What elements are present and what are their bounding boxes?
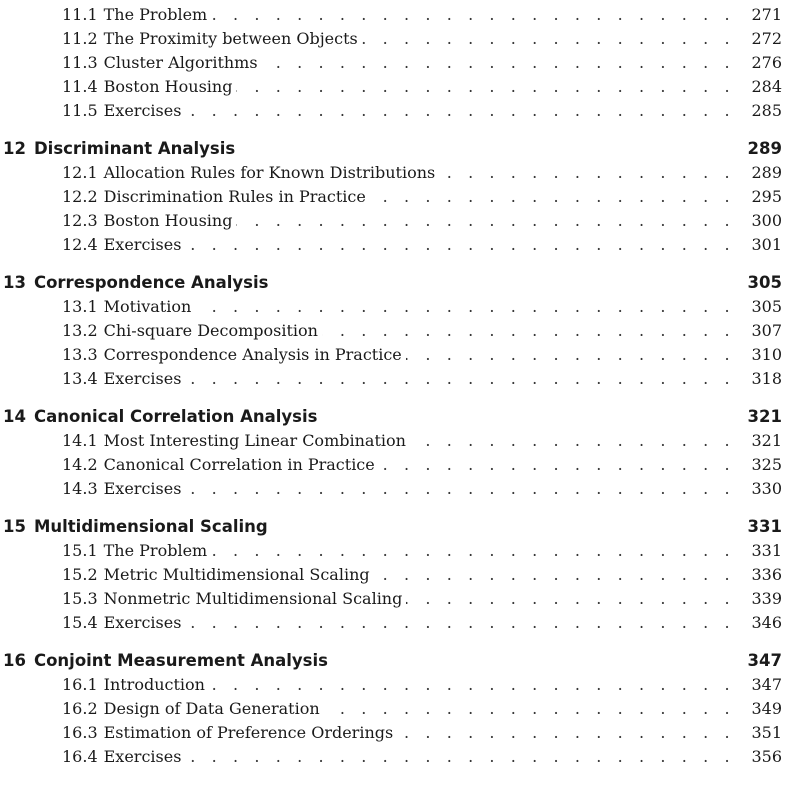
toc-section-entry bbox=[62, 99, 782, 123]
chapter-title: Discriminant Analysis bbox=[33, 139, 236, 158]
section-number: 13.2 bbox=[62, 321, 98, 340]
section-number: 12.4 bbox=[62, 235, 98, 254]
chapter-title: Conjoint Measurement Analysis bbox=[33, 651, 328, 670]
section-title: Exercises bbox=[103, 613, 182, 632]
section-number: 15.2 bbox=[62, 565, 98, 584]
chapter-page-number: 289 bbox=[747, 139, 782, 158]
section-page-number: 300 bbox=[745, 209, 782, 233]
toc-chapter-heading bbox=[3, 137, 782, 161]
toc-section-entry bbox=[62, 367, 782, 391]
section-page-number: 305 bbox=[745, 295, 782, 319]
section-number: 16.1 bbox=[62, 675, 98, 694]
toc-section-entry bbox=[62, 539, 782, 563]
section-number: 14.1 bbox=[62, 431, 98, 450]
toc-section-entry bbox=[62, 27, 782, 51]
section-page-number: 285 bbox=[745, 99, 782, 123]
section-page-number: 356 bbox=[745, 745, 782, 769]
toc-section-entry bbox=[62, 209, 782, 233]
toc-section-entry bbox=[62, 295, 782, 319]
section-number: 11.2 bbox=[62, 29, 98, 48]
section-page-number: 336 bbox=[745, 563, 782, 587]
section-page-number: 271 bbox=[745, 3, 782, 27]
table-of-contents bbox=[0, 3, 800, 769]
chapter-page-number: 321 bbox=[747, 407, 782, 426]
section-number: 11.3 bbox=[62, 53, 98, 72]
section-title: Chi-square Decomposition bbox=[103, 321, 318, 340]
section-title: Motivation bbox=[103, 297, 192, 316]
section-page-number: 307 bbox=[745, 319, 782, 343]
chapter-page-number: 347 bbox=[747, 651, 782, 670]
section-number: 12.1 bbox=[62, 163, 98, 182]
section-page-number: 295 bbox=[745, 185, 782, 209]
section-page-number: 349 bbox=[745, 697, 782, 721]
section-number: 13.1 bbox=[62, 297, 98, 316]
toc-section-entry bbox=[62, 453, 782, 477]
section-page-number: 301 bbox=[745, 233, 782, 257]
section-title: Exercises bbox=[103, 101, 182, 120]
toc-section-entry bbox=[62, 563, 782, 587]
toc-section-entry bbox=[62, 343, 782, 367]
section-number: 12.3 bbox=[62, 211, 98, 230]
section-page-number: 318 bbox=[745, 367, 782, 391]
section-title: Exercises bbox=[103, 747, 182, 766]
section-title: Boston Housing bbox=[103, 77, 233, 96]
toc-chapter-heading bbox=[3, 405, 782, 429]
section-title: Nonmetric Multidimensional Scaling bbox=[103, 589, 403, 608]
section-title: The Proximity between Objects bbox=[103, 29, 358, 48]
chapter-title: Correspondence Analysis bbox=[33, 273, 269, 292]
chapter-number: 13 bbox=[3, 273, 26, 292]
section-page-number: 310 bbox=[745, 343, 782, 367]
section-number: 14.3 bbox=[62, 479, 98, 498]
chapter-number: 15 bbox=[3, 517, 26, 536]
section-page-number: 346 bbox=[745, 611, 782, 635]
toc-section-entry bbox=[62, 75, 782, 99]
toc-section-entry bbox=[62, 745, 782, 769]
toc-section-entry bbox=[62, 319, 782, 343]
section-number: 16.2 bbox=[62, 699, 98, 718]
section-title: Canonical Correlation in Practice bbox=[103, 455, 375, 474]
toc-section-entry bbox=[62, 721, 782, 745]
section-number: 15.3 bbox=[62, 589, 98, 608]
toc-section-entry bbox=[62, 587, 782, 611]
section-page-number: 351 bbox=[745, 721, 782, 745]
toc-chapter-heading bbox=[3, 271, 782, 295]
section-number: 14.2 bbox=[62, 455, 98, 474]
section-page-number: 330 bbox=[745, 477, 782, 501]
section-page-number: 325 bbox=[745, 453, 782, 477]
section-title: Allocation Rules for Known Distributions bbox=[103, 163, 436, 182]
section-number: 11.4 bbox=[62, 77, 98, 96]
section-number: 13.4 bbox=[62, 369, 98, 388]
toc-chapter-heading bbox=[3, 515, 782, 539]
section-number: 16.4 bbox=[62, 747, 98, 766]
section-title: Exercises bbox=[103, 369, 182, 388]
chapter-title: Canonical Correlation Analysis bbox=[33, 407, 318, 426]
section-title: The Problem bbox=[103, 5, 208, 24]
section-title: The Problem bbox=[103, 541, 208, 560]
section-page-number: 347 bbox=[745, 673, 782, 697]
section-title: Discrimination Rules in Practice bbox=[103, 187, 366, 206]
toc-section-entry bbox=[62, 161, 782, 185]
section-title: Introduction bbox=[103, 675, 205, 694]
toc-section-entry bbox=[62, 673, 782, 697]
section-number: 16.3 bbox=[62, 723, 98, 742]
section-title: Estimation of Preference Orderings bbox=[103, 723, 394, 742]
section-number: 15.1 bbox=[62, 541, 98, 560]
toc-chapter-heading bbox=[3, 649, 782, 673]
section-title: Boston Housing bbox=[103, 211, 233, 230]
section-page-number: 284 bbox=[745, 75, 782, 99]
toc-section-entry bbox=[62, 477, 782, 501]
section-title: Cluster Algorithms bbox=[103, 53, 258, 72]
section-title: Design of Data Generation bbox=[103, 699, 320, 718]
toc-section-entry bbox=[62, 185, 782, 209]
section-page-number: 276 bbox=[745, 51, 782, 75]
toc-section-entry bbox=[62, 51, 782, 75]
section-page-number: 272 bbox=[745, 27, 782, 51]
section-number: 11.1 bbox=[62, 5, 98, 24]
chapter-page-number: 331 bbox=[747, 517, 782, 536]
section-number: 12.2 bbox=[62, 187, 98, 206]
chapter-number: 12 bbox=[3, 139, 26, 158]
section-page-number: 289 bbox=[745, 161, 782, 185]
section-title: Metric Multidimensional Scaling bbox=[103, 565, 370, 584]
toc-section-entry bbox=[62, 3, 782, 27]
section-number: 15.4 bbox=[62, 613, 98, 632]
toc-section-entry bbox=[62, 697, 782, 721]
section-title: Correspondence Analysis in Practice bbox=[103, 345, 402, 364]
section-number: 13.3 bbox=[62, 345, 98, 364]
toc-section-entry bbox=[62, 233, 782, 257]
toc-section-entry bbox=[62, 611, 782, 635]
chapter-number: 14 bbox=[3, 407, 26, 426]
section-title: Exercises bbox=[103, 479, 182, 498]
section-title: Exercises bbox=[103, 235, 182, 254]
section-number: 11.5 bbox=[62, 101, 98, 120]
chapter-title: Multidimensional Scaling bbox=[33, 517, 268, 536]
chapter-number: 16 bbox=[3, 651, 26, 670]
section-page-number: 331 bbox=[745, 539, 782, 563]
section-title: Most Interesting Linear Combination bbox=[103, 431, 406, 450]
chapter-page-number: 305 bbox=[747, 273, 782, 292]
section-page-number: 339 bbox=[745, 587, 782, 611]
section-page-number: 321 bbox=[745, 429, 782, 453]
toc-section-entry bbox=[62, 429, 782, 453]
